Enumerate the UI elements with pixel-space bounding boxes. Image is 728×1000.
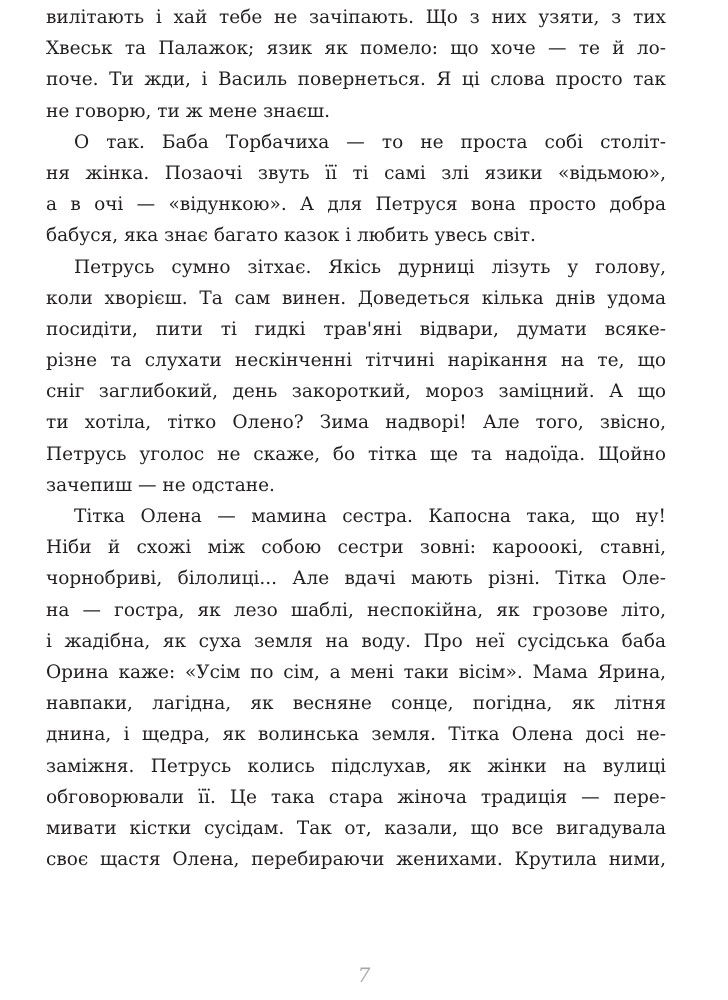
paragraph bbox=[46, 2, 666, 127]
text-line: Тітка Олена — мамина сестра. Капосна така, що ну! bbox=[74, 506, 666, 527]
text-line: зачепиш — не одстане. bbox=[46, 474, 275, 496]
text-line: на — гостра, як лезо шаблі, неспокійна, як грозове літо, bbox=[46, 599, 666, 621]
text-line: навпаки, лагідна, як весняне сонце, погідна, як літня bbox=[46, 693, 666, 715]
text-line: а в очі — «відункою». А для Петруся вона просто добра bbox=[46, 194, 666, 216]
text-line: посидіти, пити ті гидкі трав'яні відвари, думати всяке- bbox=[46, 318, 666, 340]
text-line: сніг заглибокий, день закороткий, мороз заміцний. А що bbox=[46, 381, 666, 403]
text-line: чорнобриві, білолиці... Але вдачі мають різні. Тітка Оле- bbox=[46, 568, 666, 590]
text-line: Ніби й схожі між собою сестри зовні: карооокі, ставні, bbox=[46, 537, 666, 559]
text-line: бабуся, яка знає багато казок і любить увесь світ. bbox=[46, 225, 536, 247]
paragraph bbox=[46, 252, 666, 502]
text-line: своє щастя Олена, перебираючи женихами. Крутила ними, bbox=[46, 849, 666, 871]
text-line: Хвеськ та Палажок; язик як помело: що хоче — те й ло- bbox=[46, 38, 666, 60]
text-line: Орина каже: «Усім по сім, а мені таки вісім». Мама Ярина, bbox=[46, 661, 666, 683]
text-line: Петрусь сумно зітхає. Якісь дурниці лізуть у голову, bbox=[74, 256, 666, 278]
text-line: не говорю, ти ж мене знаєш. bbox=[46, 100, 330, 122]
paragraph bbox=[46, 501, 666, 875]
text-line: мивати кістки сусідам. Так от, казали, що все вигадувала bbox=[46, 817, 666, 839]
text-line: днина, і щедра, як волинська земля. Тітка Олена досі не- bbox=[46, 724, 666, 746]
text-line: обговорювали її. Це така стара жіноча традиція — пере- bbox=[46, 786, 666, 808]
text-line: поче. Ти жди, і Василь повернеться. Я ці слова просто так bbox=[46, 69, 666, 91]
text-line: О так. Баба Торбачиха — то не проста собі століт- bbox=[74, 131, 666, 153]
text-line: і жадібна, як суха земля на воду. Про неї сусідська баба bbox=[46, 630, 666, 652]
page-number: 7 bbox=[357, 963, 371, 987]
body-text bbox=[46, 2, 666, 875]
text-line: заміжня. Петрусь колись підслухав, як жінки на вулиці bbox=[46, 755, 666, 777]
text-line: різне та слухати нескінченні тітчині нарікання на те, що bbox=[46, 350, 666, 372]
text-line: коли хворієш. Та сам винен. Доведеться кілька днів удома bbox=[46, 287, 666, 309]
text-line: Петрусь уголос не скаже, бо тітка ще та надоїда. Щойно bbox=[46, 443, 666, 465]
paragraph bbox=[46, 127, 666, 252]
text-line: ти хотіла, тітко Олено? Зима надворі! Але того, звісно, bbox=[46, 412, 666, 434]
text-line: вилітають і хай тебе не зачіпають. Що з них узяти, з тих bbox=[46, 7, 666, 28]
text-line: ня жінка. Позаочі звуть її ті самі злі язики «відьмою», bbox=[46, 162, 666, 184]
